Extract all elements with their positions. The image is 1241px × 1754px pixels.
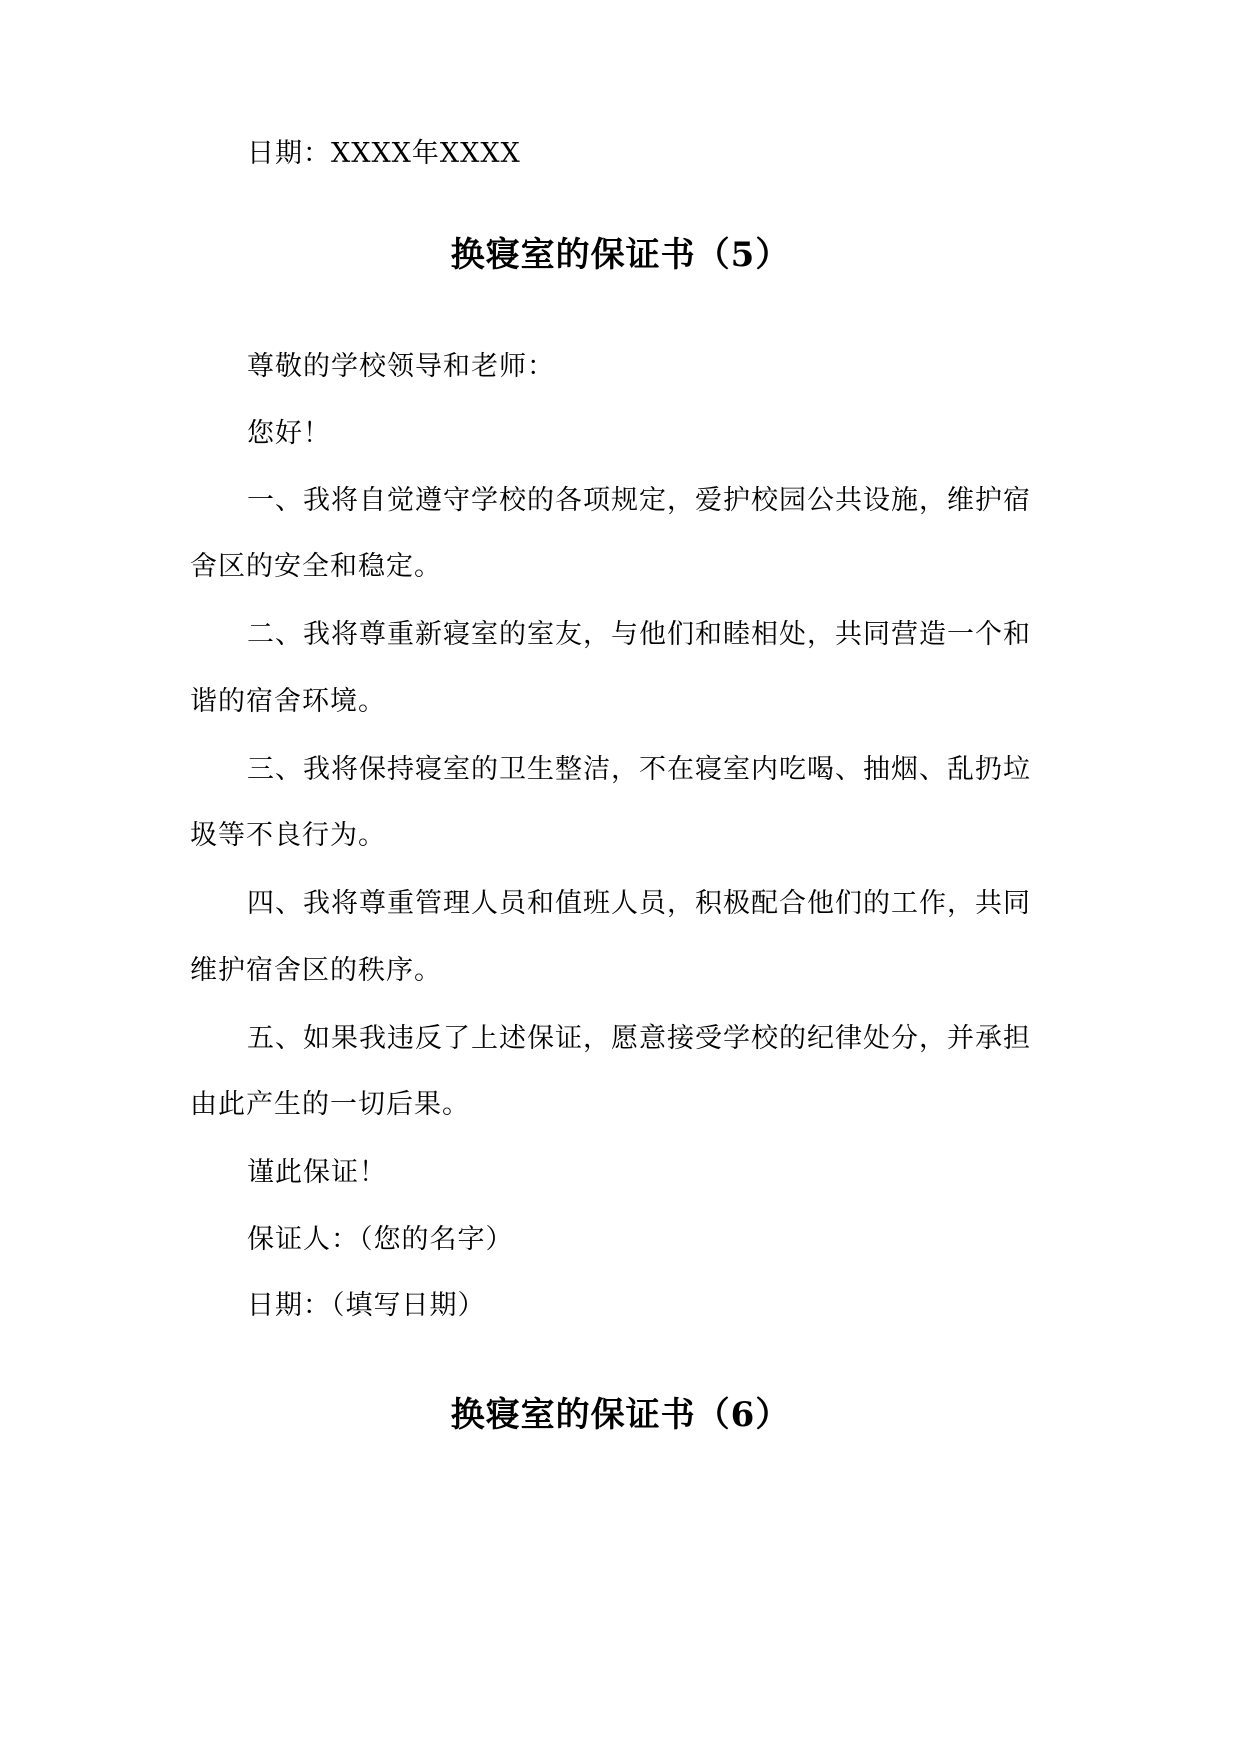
date-line: 日期：（填写日期） (247, 1290, 486, 1321)
item-1-line-2: 舍区的安全和稳定。 (190, 551, 442, 582)
salutation: 尊敬的学校领导和老师： (247, 351, 555, 382)
section-6-title: 换寝室的保证书（6） (450, 1395, 791, 1435)
item-2-line-1: 二、我将尊重新寝室的室友，与他们和睦相处，共同营造一个和 (247, 619, 1031, 650)
item-1-line-1: 一、我将自觉遵守学校的各项规定，爱护校园公共设施，维护宿 (247, 485, 1031, 516)
item-3-line-2: 圾等不良行为。 (190, 820, 386, 851)
greeting: 您好！ (247, 418, 331, 449)
item-3-line-1: 三、我将保持寝室的卫生整洁，不在寝室内吃喝、抽烟、乱扔垃 (247, 754, 1031, 785)
top-date-line: 日期：XXXX年XXXX (247, 138, 521, 169)
item-4-line-1: 四、我将尊重管理人员和值班人员，积极配合他们的工作，共同 (247, 888, 1031, 919)
item-5-line-2: 由此产生的一切后果。 (190, 1089, 470, 1120)
item-2-line-2: 谐的宿舍环境。 (190, 686, 386, 717)
item-5-line-1: 五、如果我违反了上述保证，愿意接受学校的纪律处分，并承担 (247, 1023, 1031, 1054)
item-4-line-2: 维护宿舍区的秩序。 (190, 955, 442, 986)
section-5-title: 换寝室的保证书（5） (450, 235, 791, 275)
closing-line: 谨此保证！ (247, 1157, 387, 1188)
guarantor-line: 保证人：（您的名字） (247, 1224, 514, 1255)
